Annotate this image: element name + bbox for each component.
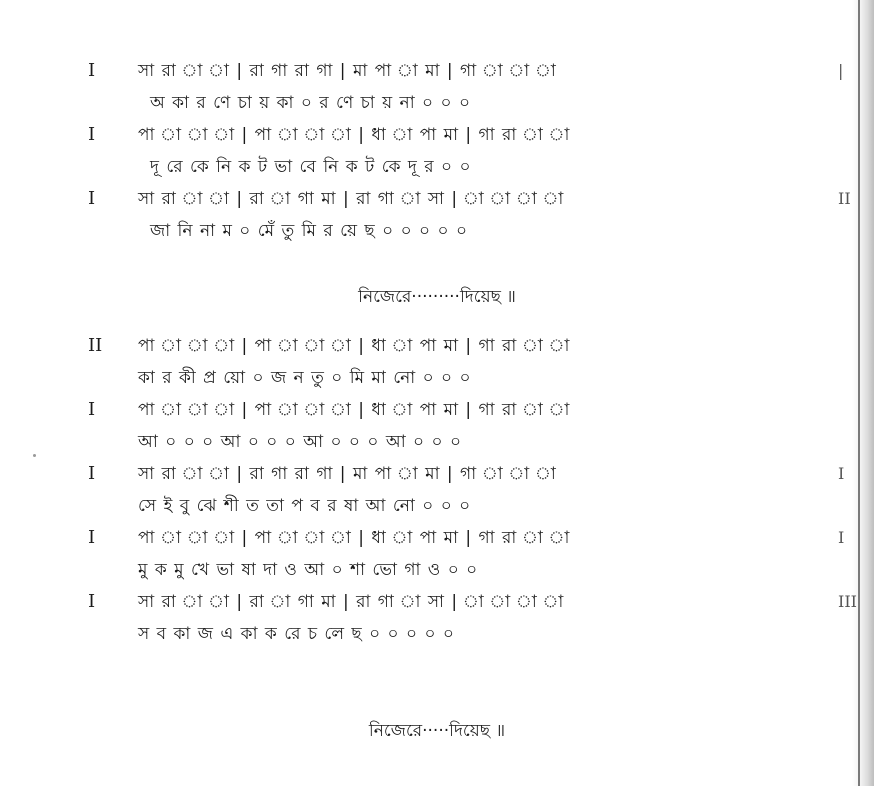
swara-row [88, 55, 848, 87]
row-end-mark: I [838, 464, 845, 483]
row-end-mark: III [838, 592, 857, 611]
row-marker: I [88, 591, 96, 612]
row-marker: I [88, 527, 96, 548]
swara-row [88, 183, 851, 215]
lyric-row [88, 87, 848, 119]
lyric-syllables: স ব কা জ এ কা ক রে চ লে ছ ০ ০ ০ ০ ০ [138, 624, 455, 644]
row-end-mark: II [838, 189, 851, 208]
swara-notes: পা া া া | পা া া া | ধা া পা মা | গা রা া া [138, 528, 571, 548]
row-marker: I [88, 124, 96, 145]
swara-notes: পা া া া | পা া া া | ধা া পা মা | গা রা া া [138, 336, 571, 356]
row-end-mark: I [838, 528, 845, 547]
lyric-row [88, 362, 848, 394]
lyric-syllables: আ ০ ০ ০ আ ০ ০ ০ আ ০ ০ ০ আ ০ ০ ০ [138, 432, 463, 452]
notation-section-2 [88, 330, 857, 650]
refrain-line-2: নিজেরে·····দিয়েছ ॥ [368, 721, 506, 741]
page-edge-line [858, 0, 860, 786]
swara-row [88, 394, 848, 426]
lyric-syllables: কা র কী প্র য়ো ০ জ ন তু ০ মি মা নো ০ ০ ০ [138, 368, 472, 388]
swara-notes: সা রা া া | রা গা রা গা | মা পা া মা | গা া া া [138, 464, 557, 484]
scan-speck [33, 454, 36, 457]
row-marker: I [88, 60, 96, 81]
swara-row [88, 330, 848, 362]
swara-notes: পা া া া | পা া া া | ধা া পা মা | গা রা া া [138, 125, 571, 145]
lyric-syllables: অ কা র ণে চা য় কা ০ র ণে চা য় না ০ ০ ০ [150, 93, 472, 113]
notation-section-1 [88, 55, 851, 247]
lyric-syllables: মু ক মু খে ভা ষা দা ও আ ০ শা ভো গা ও ০ ০ [138, 560, 479, 580]
book-spine-shadow [852, 0, 874, 786]
swara-notes: সা রা া া | রা গা রা গা | মা পা া মা | গা া া া [138, 61, 557, 81]
row-marker: I [88, 463, 96, 484]
lyric-syllables: সে ই বু ঝে শী ত তা প ব র ষা আ নো ০ ০ ০ [138, 496, 472, 516]
lyric-row [88, 618, 848, 650]
swara-notes: সা রা া া | রা া গা মা | রা গা া সা | া া া া [138, 189, 565, 209]
swara-row [88, 586, 857, 618]
lyric-syllables: জা নি না ম ০ মেঁ তু মি র য়ে ছ ০ ০ ০ ০ ০ [150, 221, 469, 241]
lyric-row [88, 554, 848, 586]
swara-row [88, 119, 848, 151]
lyric-row [88, 426, 848, 458]
row-marker: I [88, 399, 96, 420]
refrain-line-1: নিজেরে·········দিয়েছ ॥ [358, 287, 516, 307]
swara-row [88, 522, 848, 554]
swara-notes: সা রা া া | রা া গা মা | রা গা া সা | া া া া [138, 592, 565, 612]
row-marker: I [88, 188, 96, 209]
lyric-row [88, 490, 848, 522]
swara-row [88, 458, 848, 490]
swara-notes: পা া া া | পা া া া | ধা া পা মা | গা রা া া [138, 400, 571, 420]
row-marker: II [88, 335, 103, 356]
lyric-row [88, 151, 848, 183]
row-end-mark: | [838, 61, 844, 80]
lyric-row [88, 215, 848, 247]
lyric-syllables: দূ রে কে নি ক ট ভা বে নি ক ট কে দূ র ০ ০ [150, 157, 472, 177]
